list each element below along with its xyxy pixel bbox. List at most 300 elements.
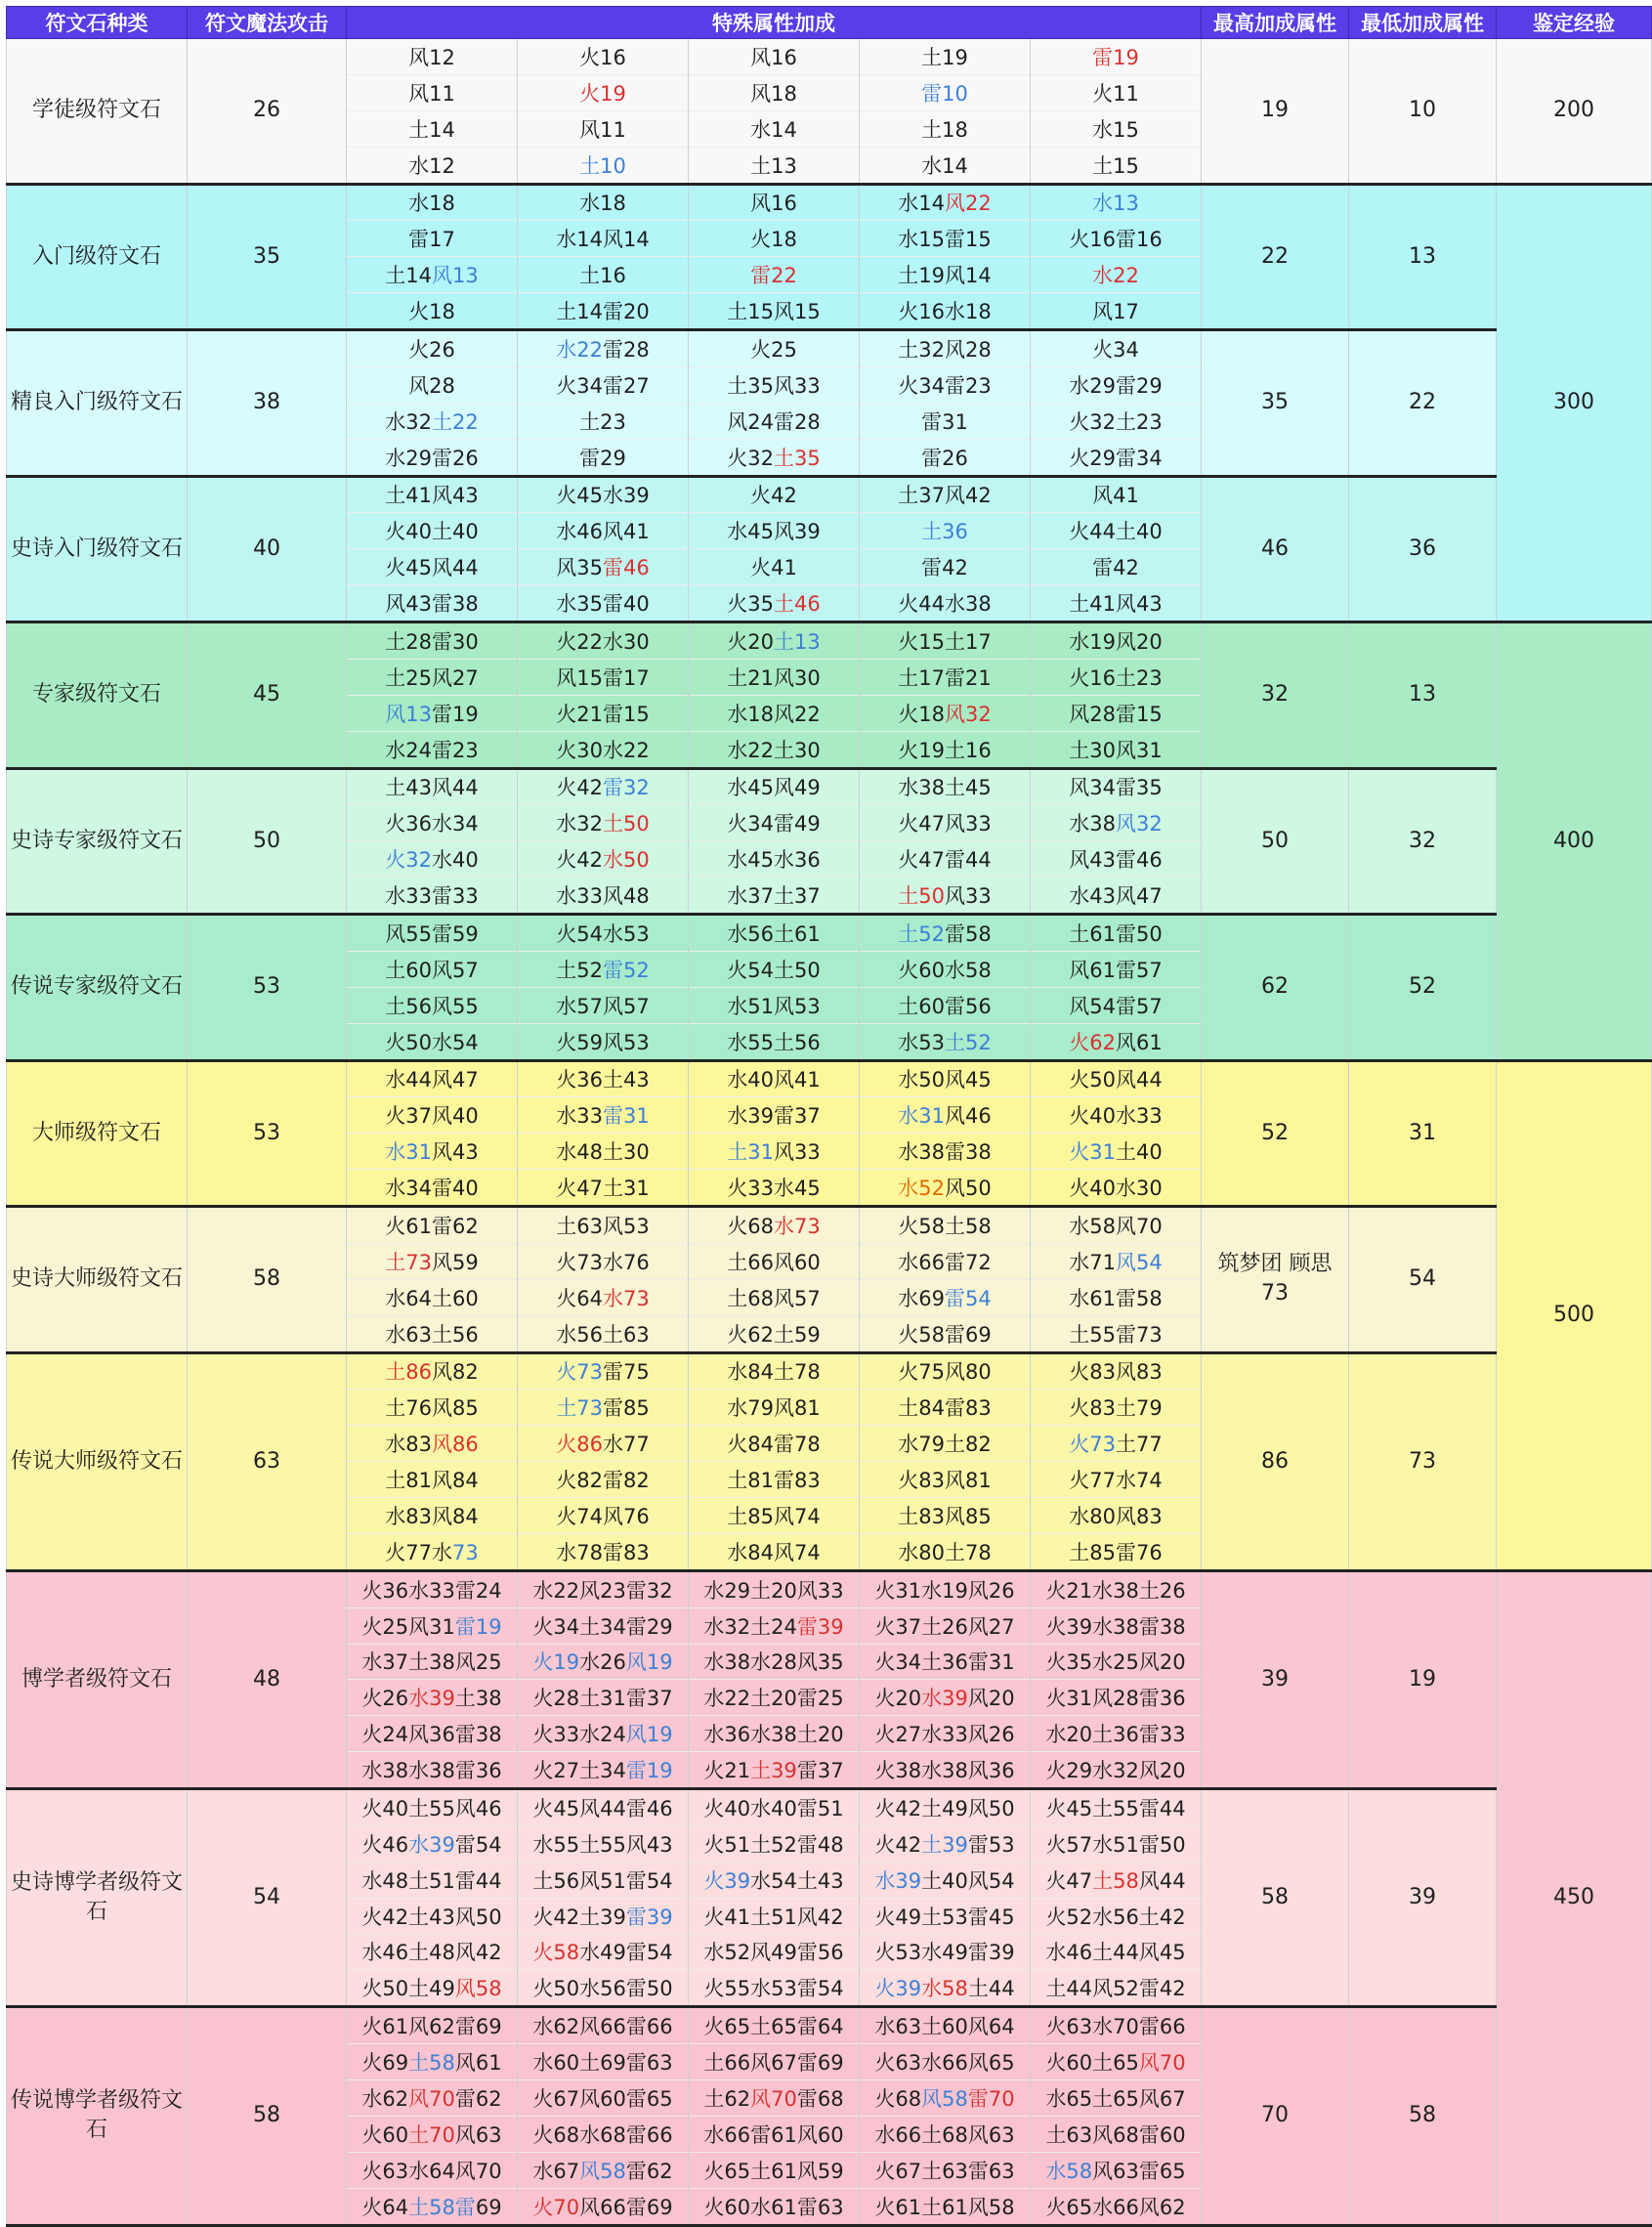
magic-attack-cell[interactable]: 50 xyxy=(188,768,347,915)
bonus-cell[interactable]: 水20土36雷33 xyxy=(1031,1716,1202,1752)
bonus-cell[interactable]: 土21风30 xyxy=(689,659,860,695)
bonus-cell[interactable]: 火53水49雷39 xyxy=(860,1934,1031,1970)
bonus-cell[interactable]: 土19 xyxy=(860,39,1031,75)
bonus-cell[interactable]: 火59风53 xyxy=(518,1023,689,1060)
bonus-cell[interactable]: 水48土51雷44 xyxy=(347,1862,518,1898)
bonus-cell[interactable] xyxy=(860,513,1031,549)
appraisal-exp-cell[interactable]: 400 xyxy=(1497,622,1652,1061)
bonus-cell[interactable]: 土63风68雷60 xyxy=(1031,2116,1202,2152)
max-bonus-cell[interactable]: 70 xyxy=(1202,2007,1349,2225)
bonus-cell[interactable]: 水40风41 xyxy=(689,1060,860,1097)
bonus-cell[interactable]: 风28雷15 xyxy=(1031,695,1202,731)
bonus-cell[interactable]: 土84雷83 xyxy=(860,1390,1031,1426)
bonus-cell[interactable]: 水64土60 xyxy=(347,1279,518,1315)
bonus-cell[interactable]: 风54雷57 xyxy=(1031,987,1202,1023)
bonus-cell[interactable]: 火63水66风65 xyxy=(860,2044,1031,2080)
bonus-cell[interactable]: 火44土40 xyxy=(1031,513,1202,549)
bonus-cell[interactable]: 火40土40 xyxy=(347,513,518,549)
bonus-cell[interactable]: 火62风61 xyxy=(1031,1023,1202,1060)
bonus-cell[interactable] xyxy=(860,74,1031,110)
bonus-cell[interactable]: 水31风46 xyxy=(860,1097,1031,1134)
bonus-cell[interactable]: 火40土55风46 xyxy=(347,1789,518,1826)
bonus-cell[interactable] xyxy=(1031,257,1202,293)
bonus-cell[interactable]: 水56土61 xyxy=(689,915,860,952)
bonus-cell[interactable]: 火47风33 xyxy=(860,805,1031,841)
bonus-cell[interactable]: 火60水58 xyxy=(860,951,1031,987)
bonus-cell[interactable]: 水65土65风67 xyxy=(1031,2080,1202,2117)
bonus-cell[interactable]: 火44水38 xyxy=(860,585,1031,622)
rune-type-cell[interactable]: 传说博学者级符文石 xyxy=(7,2007,188,2225)
bonus-cell[interactable]: 火31土40 xyxy=(1031,1134,1202,1170)
bonus-cell[interactable]: 火42雷32 xyxy=(518,768,689,805)
rune-type-cell[interactable]: 入门级符文石 xyxy=(7,184,188,330)
max-bonus-cell[interactable]: 52 xyxy=(1202,1060,1349,1207)
bonus-cell[interactable]: 火36水34 xyxy=(347,805,518,841)
bonus-cell[interactable]: 水78雷83 xyxy=(518,1533,689,1570)
bonus-cell[interactable]: 水38水28风35 xyxy=(689,1644,860,1680)
magic-attack-cell[interactable]: 58 xyxy=(188,2007,347,2225)
bonus-cell[interactable]: 火33水24风19 xyxy=(518,1716,689,1752)
bonus-cell[interactable]: 火50水54 xyxy=(347,1023,518,1060)
bonus-cell[interactable]: 火34 xyxy=(1031,330,1202,367)
bonus-cell[interactable]: 火42土43风50 xyxy=(347,1898,518,1934)
bonus-cell[interactable]: 火42土49风50 xyxy=(860,1789,1031,1826)
bonus-cell[interactable]: 火16雷16 xyxy=(1031,221,1202,257)
header-special-bonus[interactable]: 特殊属性加成 xyxy=(347,7,1202,39)
bonus-cell[interactable]: 火15土17 xyxy=(860,622,1031,660)
bonus-cell[interactable]: 水45风49 xyxy=(689,768,860,805)
bonus-cell[interactable]: 风13雷19 xyxy=(347,695,518,731)
bonus-cell[interactable]: 水39土40风54 xyxy=(860,1862,1031,1898)
bonus-cell[interactable]: 水66雷61风60 xyxy=(689,2116,860,2152)
bonus-cell[interactable]: 火45水39 xyxy=(518,476,689,513)
bonus-cell[interactable]: 水32土24雷39 xyxy=(689,1607,860,1644)
bonus-cell[interactable]: 火51土52雷48 xyxy=(689,1825,860,1862)
magic-attack-cell[interactable]: 48 xyxy=(188,1570,347,1788)
bonus-cell[interactable]: 水84土78 xyxy=(689,1352,860,1390)
bonus-cell[interactable]: 水79风81 xyxy=(689,1390,860,1426)
bonus-cell[interactable]: 火32水40 xyxy=(347,841,518,878)
min-bonus-cell[interactable]: 58 xyxy=(1349,2007,1497,2225)
bonus-cell[interactable]: 火21水38土26 xyxy=(1031,1570,1202,1607)
bonus-cell[interactable]: 风41 xyxy=(1031,476,1202,513)
bonus-cell[interactable]: 火36土43 xyxy=(518,1060,689,1097)
bonus-cell[interactable]: 火47土31 xyxy=(518,1170,689,1207)
bonus-cell[interactable]: 火77水73 xyxy=(347,1533,518,1570)
magic-attack-cell[interactable]: 53 xyxy=(188,915,347,1061)
bonus-cell[interactable]: 火68水73 xyxy=(689,1207,860,1244)
bonus-cell[interactable]: 火40水30 xyxy=(1031,1170,1202,1207)
bonus-cell[interactable]: 风43雷38 xyxy=(347,585,518,622)
bonus-cell[interactable]: 风18 xyxy=(689,74,860,110)
bonus-cell[interactable]: 风11 xyxy=(518,110,689,147)
bonus-cell[interactable]: 水51风53 xyxy=(689,987,860,1023)
bonus-cell[interactable]: 火54土50 xyxy=(689,951,860,987)
header-appraisal-exp[interactable]: 鉴定经验 xyxy=(1497,7,1652,39)
bonus-cell[interactable]: 土73雷85 xyxy=(518,1390,689,1426)
bonus-cell[interactable]: 火61风62雷69 xyxy=(347,2007,518,2044)
bonus-cell[interactable]: 火19土16 xyxy=(860,731,1031,768)
min-bonus-cell[interactable]: 52 xyxy=(1349,915,1497,1061)
min-bonus-cell[interactable]: 10 xyxy=(1349,39,1497,185)
bonus-cell[interactable]: 火42水50 xyxy=(518,841,689,878)
bonus-cell[interactable]: 水37土38风25 xyxy=(347,1644,518,1680)
bonus-cell[interactable]: 风15雷17 xyxy=(518,659,689,695)
bonus-cell[interactable]: 水14 xyxy=(689,110,860,147)
rune-type-cell[interactable]: 大师级符文石 xyxy=(7,1060,188,1207)
bonus-cell[interactable]: 水61雷58 xyxy=(1031,1279,1202,1315)
bonus-cell[interactable] xyxy=(1031,39,1202,75)
header-magic-attack[interactable]: 符文魔法攻击 xyxy=(188,7,347,39)
bonus-cell[interactable]: 土62风70雷68 xyxy=(689,2080,860,2117)
bonus-cell[interactable]: 土41风43 xyxy=(347,476,518,513)
bonus-cell[interactable]: 水38雷38 xyxy=(860,1134,1031,1170)
bonus-cell[interactable]: 风17 xyxy=(1031,293,1202,330)
bonus-cell[interactable]: 火65水66风62 xyxy=(1031,2188,1202,2225)
bonus-cell[interactable]: 火63水64风70 xyxy=(347,2152,518,2188)
appraisal-exp-cell[interactable]: 500 xyxy=(1497,1060,1652,1570)
bonus-cell[interactable]: 土81雷83 xyxy=(689,1462,860,1498)
bonus-cell[interactable]: 水44风47 xyxy=(347,1060,518,1097)
bonus-cell[interactable]: 水45水36 xyxy=(689,841,860,878)
bonus-cell[interactable]: 水29土20风33 xyxy=(689,1570,860,1607)
bonus-cell[interactable]: 水35雷40 xyxy=(518,585,689,622)
bonus-cell[interactable]: 火27土34雷19 xyxy=(518,1752,689,1789)
magic-attack-cell[interactable]: 63 xyxy=(188,1352,347,1570)
bonus-cell[interactable]: 火22水30 xyxy=(518,622,689,660)
bonus-cell[interactable]: 火38水38风36 xyxy=(860,1752,1031,1789)
bonus-cell[interactable]: 水62风70雷62 xyxy=(347,2080,518,2117)
bonus-cell[interactable]: 火45风44 xyxy=(347,549,518,585)
bonus-cell[interactable]: 水83风86 xyxy=(347,1426,518,1462)
min-bonus-cell[interactable]: 39 xyxy=(1349,1789,1497,2007)
bonus-cell[interactable]: 水29雷29 xyxy=(1031,366,1202,403)
bonus-cell[interactable]: 土66风60 xyxy=(689,1243,860,1279)
rune-type-cell[interactable]: 史诗专家级符文石 xyxy=(7,768,188,915)
bonus-cell[interactable]: 火39水54土43 xyxy=(689,1862,860,1898)
min-bonus-cell[interactable]: 19 xyxy=(1349,1570,1497,1788)
bonus-cell[interactable]: 火29水32风20 xyxy=(1031,1752,1202,1789)
max-bonus-cell[interactable]: 19 xyxy=(1202,39,1349,185)
bonus-cell[interactable]: 水14风14 xyxy=(518,221,689,257)
bonus-cell[interactable]: 火24风36雷38 xyxy=(347,1716,518,1752)
bonus-cell[interactable]: 水55土55风43 xyxy=(518,1825,689,1862)
bonus-cell[interactable]: 火40水33 xyxy=(1031,1097,1202,1134)
bonus-cell[interactable]: 土85风74 xyxy=(689,1498,860,1534)
bonus-cell[interactable]: 火25 xyxy=(689,330,860,367)
bonus-cell[interactable]: 火33水45 xyxy=(689,1170,860,1207)
max-bonus-cell[interactable]: 46 xyxy=(1202,476,1349,622)
bonus-cell[interactable]: 火60土70风63 xyxy=(347,2116,518,2152)
bonus-cell[interactable]: 雷31 xyxy=(860,403,1031,439)
bonus-cell[interactable]: 火34土34雷29 xyxy=(518,1607,689,1644)
bonus-cell[interactable]: 水38水38雷36 xyxy=(347,1752,518,1789)
bonus-cell[interactable]: 火36水33雷24 xyxy=(347,1570,518,1607)
bonus-cell[interactable]: 水22土30 xyxy=(689,731,860,768)
bonus-cell[interactable]: 火61雷62 xyxy=(347,1207,518,1244)
bonus-cell[interactable]: 水45风39 xyxy=(689,513,860,549)
min-bonus-cell[interactable]: 73 xyxy=(1349,1352,1497,1570)
magic-attack-cell[interactable]: 38 xyxy=(188,330,347,477)
bonus-cell[interactable]: 火50水56雷50 xyxy=(518,1970,689,2007)
bonus-cell[interactable]: 土15风15 xyxy=(689,293,860,330)
max-bonus-cell[interactable]: 50 xyxy=(1202,768,1349,915)
bonus-cell[interactable]: 火41土51风42 xyxy=(689,1898,860,1934)
bonus-cell[interactable]: 火16水18 xyxy=(860,293,1031,330)
bonus-cell[interactable]: 火57水51雷50 xyxy=(1031,1825,1202,1862)
bonus-cell[interactable]: 水33风48 xyxy=(518,878,689,915)
bonus-cell[interactable]: 火19水26风19 xyxy=(518,1644,689,1680)
bonus-cell[interactable]: 土52雷58 xyxy=(860,915,1031,952)
bonus-cell[interactable]: 土17雷21 xyxy=(860,659,1031,695)
bonus-cell[interactable]: 风16 xyxy=(689,39,860,75)
bonus-cell[interactable]: 火28土31雷37 xyxy=(518,1680,689,1716)
bonus-cell[interactable]: 土66风67雷69 xyxy=(689,2044,860,2080)
bonus-cell[interactable]: 火63水70雷66 xyxy=(1031,2007,1202,2044)
bonus-cell[interactable]: 火65土65雷64 xyxy=(689,2007,860,2044)
bonus-cell[interactable]: 水57风57 xyxy=(518,987,689,1023)
bonus-cell[interactable]: 火21土39雷37 xyxy=(689,1752,860,1789)
rune-type-cell[interactable]: 史诗大师级符文石 xyxy=(7,1207,188,1353)
bonus-cell[interactable]: 土14雷20 xyxy=(518,293,689,330)
bonus-cell[interactable]: 水58风63雷65 xyxy=(1031,2152,1202,2188)
bonus-cell[interactable]: 火39水38雷38 xyxy=(1031,1607,1202,1644)
bonus-cell[interactable]: 火37风40 xyxy=(347,1097,518,1134)
bonus-cell[interactable]: 火27水33风26 xyxy=(860,1716,1031,1752)
bonus-cell[interactable]: 水50风45 xyxy=(860,1060,1031,1097)
min-bonus-cell[interactable]: 54 xyxy=(1349,1207,1497,1353)
bonus-cell[interactable] xyxy=(518,147,689,184)
bonus-cell[interactable]: 火11 xyxy=(1031,74,1202,110)
bonus-cell[interactable]: 火52水56土42 xyxy=(1031,1898,1202,1934)
bonus-cell[interactable]: 水43风47 xyxy=(1031,878,1202,915)
bonus-cell[interactable]: 火45土55雷44 xyxy=(1031,1789,1202,1826)
bonus-cell[interactable]: 水18 xyxy=(518,184,689,221)
bonus-cell[interactable]: 火46水39雷54 xyxy=(347,1825,518,1862)
magic-attack-cell[interactable]: 58 xyxy=(188,1207,347,1353)
bonus-cell[interactable]: 火21雷15 xyxy=(518,695,689,731)
bonus-cell[interactable]: 火68水68雷66 xyxy=(518,2116,689,2152)
bonus-cell[interactable]: 水22风23雷32 xyxy=(518,1570,689,1607)
bonus-cell[interactable]: 火40水40雷51 xyxy=(689,1789,860,1826)
min-bonus-cell[interactable]: 31 xyxy=(1349,1060,1497,1207)
bonus-cell[interactable]: 土23 xyxy=(518,403,689,439)
bonus-cell[interactable]: 火42土39雷53 xyxy=(860,1825,1031,1862)
max-bonus-cell[interactable]: 32 xyxy=(1202,622,1349,769)
bonus-cell[interactable]: 风12 xyxy=(347,39,518,75)
bonus-cell[interactable]: 火16 xyxy=(518,39,689,75)
rune-type-cell[interactable]: 传说专家级符文石 xyxy=(7,915,188,1061)
rune-type-cell[interactable]: 精良入门级符文石 xyxy=(7,330,188,477)
bonus-cell[interactable]: 火26 xyxy=(347,330,518,367)
bonus-cell[interactable]: 火73水76 xyxy=(518,1243,689,1279)
bonus-cell[interactable]: 水31风43 xyxy=(347,1134,518,1170)
bonus-cell[interactable]: 火82雷82 xyxy=(518,1462,689,1498)
bonus-cell[interactable]: 风61雷57 xyxy=(1031,951,1202,987)
bonus-cell[interactable]: 风43雷46 xyxy=(1031,841,1202,878)
bonus-cell[interactable]: 土86风82 xyxy=(347,1352,518,1390)
bonus-cell[interactable]: 火61土61风58 xyxy=(860,2188,1031,2225)
bonus-cell[interactable]: 火41 xyxy=(689,549,860,585)
bonus-cell[interactable]: 火47土58风44 xyxy=(1031,1862,1202,1898)
bonus-cell[interactable]: 火83土79 xyxy=(1031,1390,1202,1426)
bonus-cell[interactable]: 水38风32 xyxy=(1031,805,1202,841)
bonus-cell[interactable]: 水36水38土20 xyxy=(689,1716,860,1752)
magic-attack-cell[interactable]: 26 xyxy=(188,39,347,185)
bonus-cell[interactable]: 水55土56 xyxy=(689,1023,860,1060)
bonus-cell[interactable]: 土61雷50 xyxy=(1031,915,1202,952)
bonus-cell[interactable]: 风11 xyxy=(347,74,518,110)
bonus-cell[interactable]: 水39雷37 xyxy=(689,1097,860,1134)
bonus-cell[interactable]: 水33雷33 xyxy=(347,878,518,915)
bonus-cell[interactable]: 水29雷26 xyxy=(347,439,518,476)
bonus-cell[interactable]: 火69土58风61 xyxy=(347,2044,518,2080)
bonus-cell[interactable]: 火29雷34 xyxy=(1031,439,1202,476)
bonus-cell[interactable] xyxy=(689,257,860,293)
bonus-cell[interactable]: 水62风66雷66 xyxy=(518,2007,689,2044)
bonus-cell[interactable]: 火26水39土38 xyxy=(347,1680,518,1716)
max-bonus-cell[interactable]: 58 xyxy=(1202,1789,1349,2007)
bonus-cell[interactable]: 火60土65风70 xyxy=(1031,2044,1202,2080)
bonus-cell[interactable]: 风16 xyxy=(689,184,860,221)
bonus-cell[interactable]: 土68风57 xyxy=(689,1279,860,1315)
bonus-cell[interactable]: 风55雷59 xyxy=(347,915,518,952)
bonus-cell[interactable]: 水46风41 xyxy=(518,513,689,549)
bonus-cell[interactable]: 土44风52雷42 xyxy=(1031,1970,1202,2007)
bonus-cell[interactable]: 土50风33 xyxy=(860,878,1031,915)
bonus-cell[interactable]: 火62土59 xyxy=(689,1315,860,1352)
bonus-cell[interactable]: 火60水61雷63 xyxy=(689,2188,860,2225)
bonus-cell[interactable]: 土56风51雷54 xyxy=(518,1862,689,1898)
bonus-cell[interactable]: 水79土82 xyxy=(860,1426,1031,1462)
header-min-bonus[interactable]: 最低加成属性 xyxy=(1349,7,1497,39)
bonus-cell[interactable]: 水15雷15 xyxy=(860,221,1031,257)
bonus-cell[interactable]: 风35雷46 xyxy=(518,549,689,585)
bonus-cell[interactable]: 火75风80 xyxy=(860,1352,1031,1390)
bonus-cell[interactable]: 土60雷56 xyxy=(860,987,1031,1023)
bonus-cell[interactable]: 水66雷72 xyxy=(860,1243,1031,1279)
bonus-cell[interactable]: 火34雷49 xyxy=(689,805,860,841)
bonus-cell[interactable]: 水24雷23 xyxy=(347,731,518,768)
bonus-cell[interactable] xyxy=(518,74,689,110)
rune-type-cell[interactable]: 学徒级符文石 xyxy=(7,39,188,185)
bonus-cell[interactable]: 土76风85 xyxy=(347,1390,518,1426)
bonus-cell[interactable]: 火18 xyxy=(689,221,860,257)
bonus-cell[interactable]: 火73雷75 xyxy=(518,1352,689,1390)
max-bonus-cell[interactable]: 86 xyxy=(1202,1352,1349,1570)
bonus-cell[interactable]: 雷42 xyxy=(860,549,1031,585)
bonus-cell[interactable]: 火42 xyxy=(689,476,860,513)
bonus-cell[interactable]: 水14风22 xyxy=(860,184,1031,221)
bonus-cell[interactable]: 水32土50 xyxy=(518,805,689,841)
bonus-cell[interactable]: 土35风33 xyxy=(689,366,860,403)
bonus-cell[interactable]: 土60风57 xyxy=(347,951,518,987)
bonus-cell[interactable]: 水52风49雷56 xyxy=(689,1934,860,1970)
bonus-cell[interactable]: 水52风50 xyxy=(860,1170,1031,1207)
bonus-cell[interactable]: 土56风55 xyxy=(347,987,518,1023)
bonus-cell[interactable]: 火67土63雷63 xyxy=(860,2152,1031,2188)
bonus-cell[interactable]: 水69雷54 xyxy=(860,1279,1031,1315)
bonus-cell[interactable]: 水48土30 xyxy=(518,1134,689,1170)
bonus-cell[interactable] xyxy=(1031,184,1202,221)
bonus-cell[interactable]: 火67风60雷65 xyxy=(518,2080,689,2117)
bonus-cell[interactable]: 风28 xyxy=(347,366,518,403)
bonus-cell[interactable]: 火58雷69 xyxy=(860,1315,1031,1352)
bonus-cell[interactable]: 土41风43 xyxy=(1031,585,1202,622)
bonus-cell[interactable]: 火74风76 xyxy=(518,1498,689,1534)
bonus-cell[interactable]: 火70风66雷69 xyxy=(518,2188,689,2225)
max-bonus-cell[interactable]: 筑梦团 顾思 73 xyxy=(1202,1207,1349,1353)
bonus-cell[interactable]: 水80土78 xyxy=(860,1533,1031,1570)
bonus-cell[interactable]: 土43风44 xyxy=(347,768,518,805)
bonus-cell[interactable]: 土63风53 xyxy=(518,1207,689,1244)
magic-attack-cell[interactable]: 45 xyxy=(188,622,347,769)
bonus-cell[interactable]: 土15 xyxy=(1031,147,1202,184)
bonus-cell[interactable]: 土25风27 xyxy=(347,659,518,695)
appraisal-exp-cell[interactable]: 200 xyxy=(1497,39,1652,185)
bonus-cell[interactable]: 火50风44 xyxy=(1031,1060,1202,1097)
bonus-cell[interactable]: 水22土20雷25 xyxy=(689,1680,860,1716)
bonus-cell[interactable]: 土52雷52 xyxy=(518,951,689,987)
bonus-cell[interactable]: 火58土58 xyxy=(860,1207,1031,1244)
bonus-cell[interactable]: 土19风14 xyxy=(860,257,1031,293)
bonus-cell[interactable]: 火18风32 xyxy=(860,695,1031,731)
bonus-cell[interactable]: 土16 xyxy=(518,257,689,293)
bonus-cell[interactable]: 土73风59 xyxy=(347,1243,518,1279)
min-bonus-cell[interactable]: 32 xyxy=(1349,768,1497,915)
rune-type-cell[interactable]: 专家级符文石 xyxy=(7,622,188,769)
bonus-cell[interactable]: 水56土63 xyxy=(518,1315,689,1352)
bonus-cell[interactable]: 水37土37 xyxy=(689,878,860,915)
bonus-cell[interactable]: 水15 xyxy=(1031,110,1202,147)
bonus-cell[interactable]: 水18 xyxy=(347,184,518,221)
bonus-cell[interactable]: 水67风58雷62 xyxy=(518,2152,689,2188)
bonus-cell[interactable]: 火35水25风20 xyxy=(1031,1644,1202,1680)
bonus-cell[interactable]: 火25风31雷19 xyxy=(347,1607,518,1644)
bonus-cell[interactable]: 火16土23 xyxy=(1031,659,1202,695)
bonus-cell[interactable]: 火49土53雷45 xyxy=(860,1898,1031,1934)
bonus-cell[interactable]: 土37风42 xyxy=(860,476,1031,513)
bonus-cell[interactable]: 火54水53 xyxy=(518,915,689,952)
magic-attack-cell[interactable]: 35 xyxy=(188,184,347,330)
appraisal-exp-cell[interactable]: 450 xyxy=(1497,1570,1652,2225)
bonus-cell[interactable]: 水80风83 xyxy=(1031,1498,1202,1534)
bonus-cell[interactable]: 水18风22 xyxy=(689,695,860,731)
bonus-cell[interactable]: 火83风81 xyxy=(860,1462,1031,1498)
bonus-cell[interactable]: 火50土49风58 xyxy=(347,1970,518,2007)
bonus-cell[interactable]: 火32土35 xyxy=(689,439,860,476)
bonus-cell[interactable]: 火18 xyxy=(347,293,518,330)
bonus-cell[interactable]: 土83风85 xyxy=(860,1498,1031,1534)
bonus-cell[interactable]: 火84雷78 xyxy=(689,1426,860,1462)
bonus-cell[interactable]: 火64土58雷69 xyxy=(347,2188,518,2225)
bonus-cell[interactable]: 火34土36雷31 xyxy=(860,1644,1031,1680)
bonus-cell[interactable]: 土32风28 xyxy=(860,330,1031,367)
bonus-cell[interactable]: 火20土13 xyxy=(689,622,860,660)
bonus-cell[interactable]: 水14 xyxy=(860,147,1031,184)
bonus-cell[interactable]: 火31风28雷36 xyxy=(1031,1680,1202,1716)
bonus-cell[interactable]: 水22雷28 xyxy=(518,330,689,367)
bonus-cell[interactable]: 风24雷28 xyxy=(689,403,860,439)
bonus-cell[interactable]: 火65土61风59 xyxy=(689,2152,860,2188)
bonus-cell[interactable]: 水58风70 xyxy=(1031,1207,1202,1244)
bonus-cell[interactable]: 土55雷73 xyxy=(1031,1315,1202,1352)
rune-type-cell[interactable]: 博学者级符文石 xyxy=(7,1570,188,1788)
max-bonus-cell[interactable]: 35 xyxy=(1202,330,1349,477)
bonus-cell[interactable]: 水33雷31 xyxy=(518,1097,689,1134)
bonus-cell[interactable]: 火77水74 xyxy=(1031,1462,1202,1498)
bonus-cell[interactable]: 水63土56 xyxy=(347,1315,518,1352)
